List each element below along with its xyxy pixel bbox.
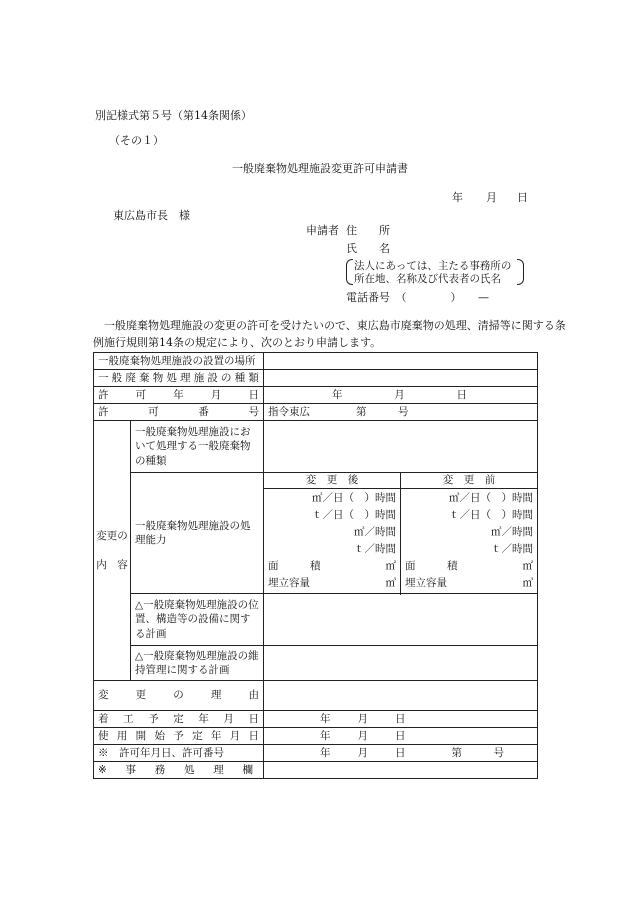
waste-type-value[interactable] [264, 421, 538, 473]
date-month: 月 [486, 191, 497, 204]
construction-start-label: 着 工 予 定 年 月 日 [94, 711, 264, 728]
row-capacity-header [94, 473, 538, 489]
maintenance-plan-label: △一般廃棄物処理施設の維持管理に関する計画 [131, 646, 264, 681]
reason-value[interactable] [264, 681, 538, 711]
date-year: 年 [452, 191, 463, 204]
permit-number-value[interactable]: 指令東広 第 号 [264, 404, 538, 421]
construction-start-value[interactable]: 年 月 日 [264, 711, 538, 728]
office-use-label: ※ 事 務 処 理 欄 [94, 762, 264, 779]
location-label: 一般廃棄物処理施設の設置の場所 [94, 353, 264, 370]
document-title: 一般廃棄物処理施設変更許可申請書 [232, 162, 408, 175]
date-day: 日 [517, 191, 528, 204]
row-permit-date [94, 387, 538, 404]
row-facility-type [94, 370, 538, 387]
permit-number-label: 許 可 番 号 [94, 404, 264, 421]
form-number: 別記様式第５号（第14条関係） [95, 109, 252, 122]
body-text-line1: 一般廃棄物処理施設の変更の許可を受けたいので、東広島市廃棄物の処理、清掃等に関する条 [104, 319, 566, 332]
location-plan-value[interactable] [264, 594, 538, 646]
row-permit-info [94, 745, 538, 762]
facility-type-label: 一 般 廃 棄 物 処 理 施 設 の 種 類 [94, 370, 264, 387]
permit-info-label: ※ 許可年月日、許可番号 [94, 745, 264, 762]
applicant-phone-label: 電話番号 （ ） — [346, 291, 489, 304]
row-maintenance-plan [94, 646, 538, 681]
addressee: 東広島市長 様 [113, 209, 190, 222]
applicant-name-label: 氏 名 [346, 242, 390, 255]
office-use-value [264, 762, 538, 779]
applicant-note-line2: 所在地、名称及び代表者の氏名 [354, 273, 501, 285]
applicant-label: 申請者 [306, 224, 339, 237]
permit-date-value[interactable]: 年 月 日 [264, 387, 538, 404]
row-location-plan [94, 594, 538, 646]
applicant-address-label: 住 所 [346, 224, 390, 237]
permit-info-value: 年 月 日 第 号 [264, 745, 538, 762]
waste-type-label: 一般廃棄物処理施設において処理する一般廃棄物の種類 [131, 421, 264, 473]
capacity-after-value[interactable]: ㎥／日（ ）時間 ｔ／日（ ）時間 ㎥／時間 ｔ／時間 面 積 ㎡ 埋立容量 ㎥ [264, 489, 401, 594]
body-text-line2: 例施行規則第14条の規定により、次のとおり申請します。 [93, 336, 382, 349]
permit-date-label: 許 可 年 月 日 [94, 387, 264, 404]
row-construction-start [94, 711, 538, 728]
reason-label: 変 更 の 理 由 [94, 681, 264, 711]
applicant-note-line1: 法人にあっては、主たる事務所の [354, 260, 512, 272]
maintenance-plan-value[interactable] [264, 646, 538, 681]
use-start-label: 使 用 開 始 予 定 年 月 日 [94, 728, 264, 745]
capacity-before-value[interactable]: ㎥／日（ ）時間 ｔ／日（ ）時間 ㎥／時間 ｔ／時間 面 積 ㎡ 埋立容量 ㎥ [401, 489, 538, 594]
change-contents-label: 変更の 内 容 [94, 421, 131, 681]
after-change-header: 変 更 後 [264, 473, 401, 489]
application-table [93, 352, 538, 779]
use-start-value[interactable]: 年 月 日 [264, 728, 538, 745]
before-change-header: 変 更 前 [401, 473, 538, 489]
location-value[interactable] [264, 353, 538, 370]
form-part: （その１） [109, 134, 164, 147]
row-location [94, 353, 538, 370]
facility-type-value[interactable] [264, 370, 538, 387]
row-office-use [94, 762, 538, 779]
row-use-start [94, 728, 538, 745]
row-reason [94, 681, 538, 711]
capacity-label: 一般廃棄物処理施設の処理能力 [131, 473, 264, 594]
row-permit-number [94, 404, 538, 421]
location-plan-label: △一般廃棄物処理施設の位置、構造等の設備に関する計画 [131, 594, 264, 646]
row-waste-type [94, 421, 538, 473]
